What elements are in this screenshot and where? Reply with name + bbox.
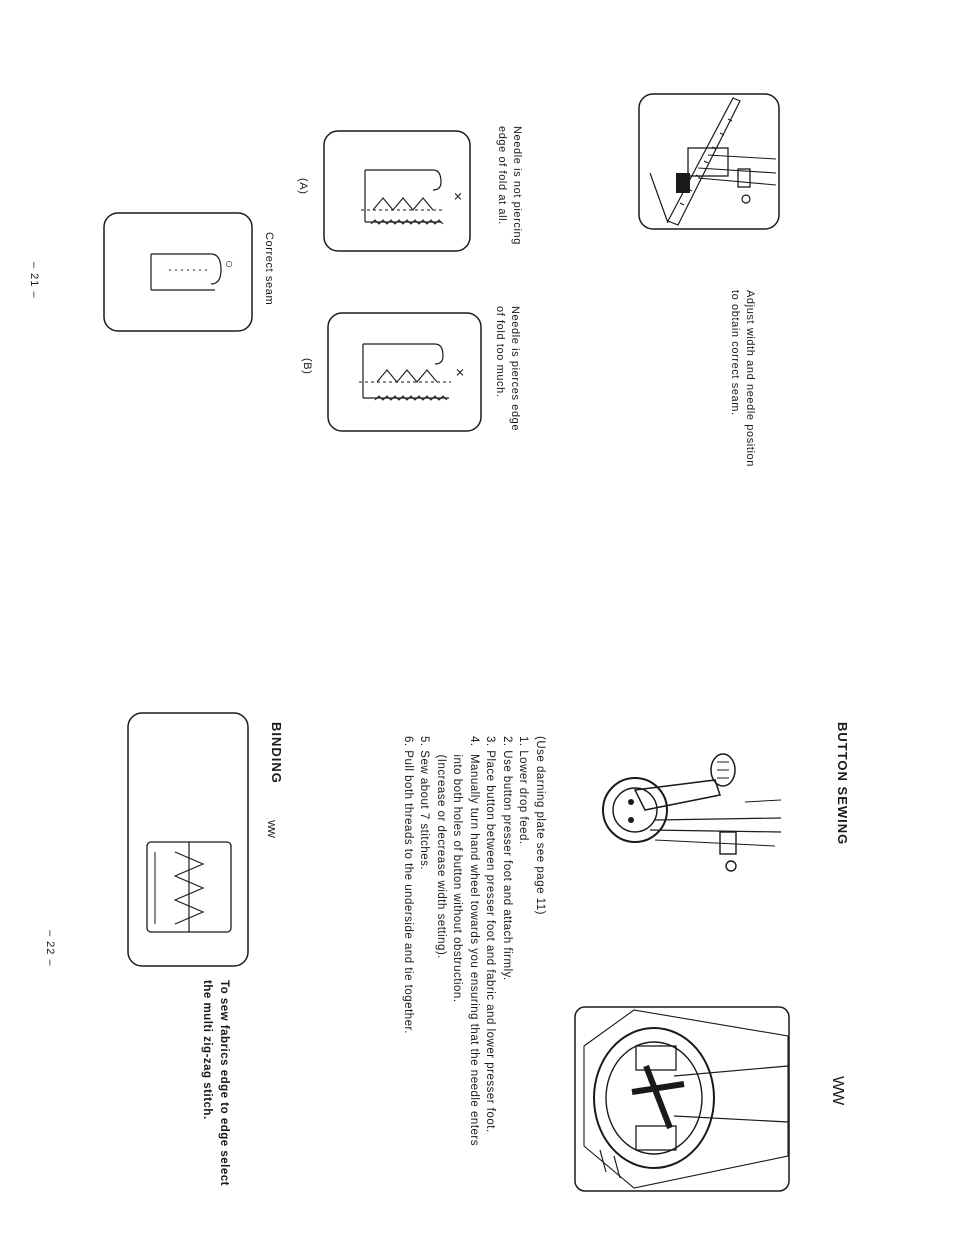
instruction-line: 1. Lower drop feed. [517,736,530,845]
figure-c-caption: Correct seam [263,232,275,306]
button-foot-illustration [595,740,785,880]
figure-a-needle-not-piercing [323,130,471,252]
figure-a-caption: Needle is not piercing edge of fold at all. [496,126,523,245]
page-number-right: – 22 – [44,930,56,967]
page-number-left: – 21 – [28,262,40,299]
binding-heading: BINDING [269,722,284,784]
figure-b-caption: Needle is pierces edge of fold too much. [494,306,521,432]
instruction-line: 5. Sew about 7 stitches. [418,736,431,871]
figure-c-correct-seam [103,212,253,332]
figure-b-label: (B) [301,358,313,375]
instruction-line: (Use darning plate see page 11) [534,736,546,915]
instruction-line: 6. Pull both threads to the underside and tie together. [402,736,414,1034]
edge-guide-caption: Adjust width and needle position to obtain correct seam. [729,290,756,467]
instruction-line: 4. Manually turn hand wheel towards you ensuring that the needle enters [468,736,480,1146]
button-sewing-heading: BUTTON SEWING [835,722,850,846]
instruction-line: 2. Use button presser foot and attach firmly. [501,736,513,981]
edge-guide-illustration [638,93,780,230]
button-sewing-stitch-symbol: WW [829,1076,846,1105]
figure-a-mark: × [449,192,466,201]
button-closeup-illustration [574,1006,790,1192]
instruction-line: into both holes of button without obstruction. [451,736,464,1003]
binding-text: To sew fabrics edge to edge select the multi zig-zag stitch. [201,980,230,1186]
binding-illustration [127,712,249,967]
figure-b-mark: × [451,368,468,377]
figure-a-label: (A) [297,178,309,195]
figure-c-mark: ○ [222,260,238,269]
binding-stitch-symbol: WW [265,820,276,837]
instruction-line: 3. Place button between presser foot and fabric and lower presser foot. [484,736,497,1133]
button-sewing-instructions [400,736,549,1146]
instruction-line: (Increase or decrease width setting). [435,736,447,959]
